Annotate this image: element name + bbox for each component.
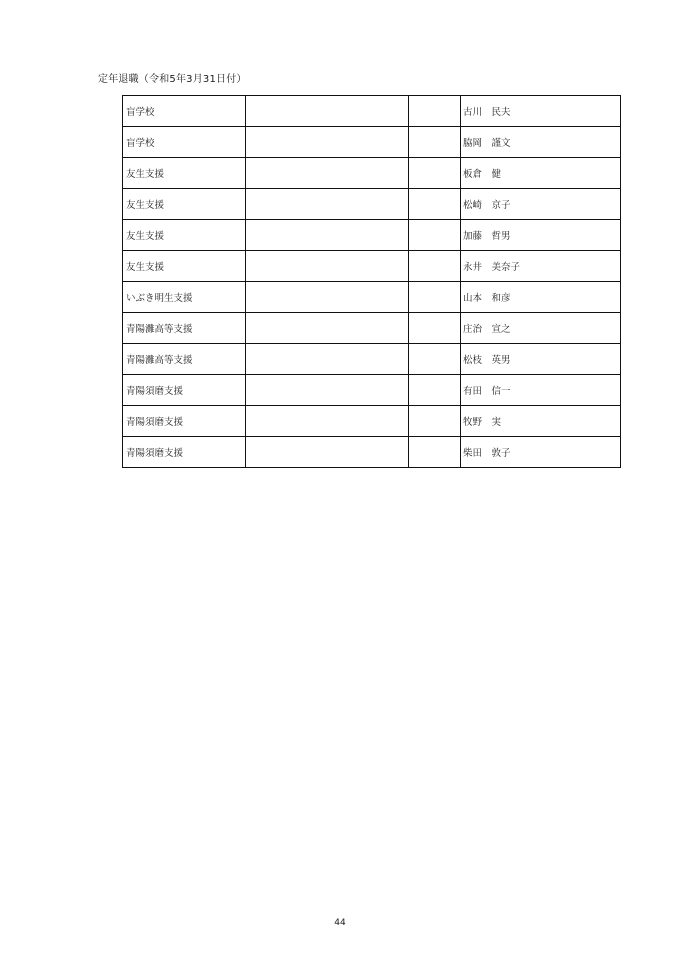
name-cell: 柴田 敦子 [461, 437, 621, 468]
blank-cell [409, 406, 461, 437]
school-cell: 友生支援 [123, 220, 246, 251]
name-cell: 脇岡 謹文 [461, 127, 621, 158]
school-cell: 青陽須磨支援 [123, 406, 246, 437]
blank-cell [409, 127, 461, 158]
table-row [123, 344, 621, 375]
name-cell: 庄治 宣之 [461, 313, 621, 344]
table-row [123, 189, 621, 220]
retirement-table-body [123, 96, 621, 468]
blank-cell [409, 313, 461, 344]
blank-cell [409, 96, 461, 127]
blank-cell [246, 158, 409, 189]
school-cell: 盲学校 [123, 96, 246, 127]
name-cell: 山本 和彦 [461, 282, 621, 313]
school-cell: いぶき明生支援 [123, 282, 246, 313]
blank-cell [409, 375, 461, 406]
blank-cell [246, 437, 409, 468]
blank-cell [246, 127, 409, 158]
name-cell: 板倉 健 [461, 158, 621, 189]
table-row [123, 220, 621, 251]
blank-cell [409, 189, 461, 220]
page-number: 44 [334, 918, 346, 928]
blank-cell [246, 220, 409, 251]
school-cell: 青陽須磨支援 [123, 375, 246, 406]
blank-cell [409, 344, 461, 375]
blank-cell [246, 344, 409, 375]
table-row [123, 437, 621, 468]
table-row [123, 375, 621, 406]
table-row [123, 406, 621, 437]
retirement-table [122, 95, 621, 468]
table-row [123, 251, 621, 282]
blank-cell [246, 251, 409, 282]
blank-cell [246, 189, 409, 220]
table-row [123, 96, 621, 127]
name-cell: 加藤 哲男 [461, 220, 621, 251]
school-cell: 盲学校 [123, 127, 246, 158]
table-row [123, 127, 621, 158]
blank-cell [409, 220, 461, 251]
school-cell: 青陽須磨支援 [123, 437, 246, 468]
table-row [123, 313, 621, 344]
name-cell: 松枝 英男 [461, 344, 621, 375]
table-row [123, 282, 621, 313]
name-cell: 松崎 京子 [461, 189, 621, 220]
blank-cell [409, 282, 461, 313]
school-cell: 友生支援 [123, 251, 246, 282]
blank-cell [409, 437, 461, 468]
blank-cell [246, 406, 409, 437]
name-cell: 有田 信一 [461, 375, 621, 406]
blank-cell [409, 158, 461, 189]
name-cell: 古川 民夫 [461, 96, 621, 127]
blank-cell [246, 313, 409, 344]
school-cell: 青陽灘高等支援 [123, 313, 246, 344]
name-cell: 永井 美奈子 [461, 251, 621, 282]
page-heading: 定年退職（令和5年3月31日付） [98, 74, 247, 85]
blank-cell [246, 96, 409, 127]
school-cell: 友生支援 [123, 189, 246, 220]
blank-cell [409, 251, 461, 282]
blank-cell [246, 282, 409, 313]
blank-cell [246, 375, 409, 406]
table-row [123, 158, 621, 189]
school-cell: 友生支援 [123, 158, 246, 189]
school-cell: 青陽灘高等支援 [123, 344, 246, 375]
name-cell: 牧野 実 [461, 406, 621, 437]
